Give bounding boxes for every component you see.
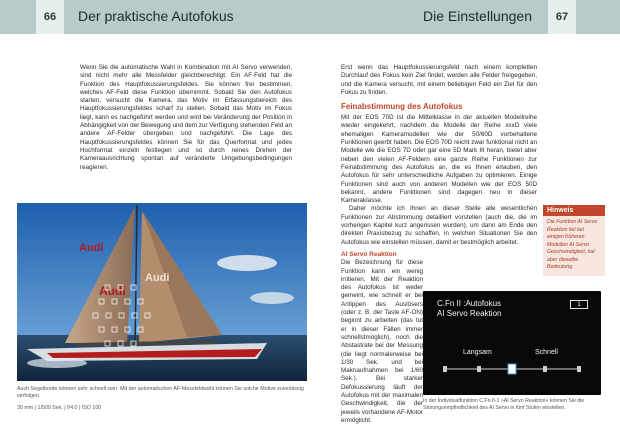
right-paragraph-1: Mit der EOS 70D ist die Mittelklasse in der aktuellen Modellreihe wieder eingekehrt, nachdem die Modelle der Reihe xxxD viele ehemaligen Kameramodellen wie der 50/60D vorbehaltene Funktionen geerbt haben. Die EOS 70D reicht zwar funktional nicht an Modelle wie die EOS 7D oder gar eine 5D Mark III heran, bietet aber neben den vielen AF-Feldern eine ganze Reihe Funktionen zur Feinabstimmung des Autofokus an, die es Ihnen erlauben, den Autofokus für sehr unterschiedliche Aufgaben zu optimieren. Einige Funktionen sind auch von anderen Modellen wie der EOS 50D bekannt, andere Funktionen sind dagegen neu in dieser Kameraklasse.	[341, 114, 538, 205]
right-page-title: Die Einstellungen	[423, 8, 532, 24]
sail-logo-text-1: Audi	[79, 242, 104, 254]
sail-logo-text-3: Audi	[145, 272, 170, 284]
scale-tick	[543, 366, 547, 372]
right-paragraph-2: Daher möchte ich Ihnen an dieser Stelle alle wesentlichen Funktionen zur Abstimmung detailliert vorstellen (auch die, die im vorherigen Kapitel kurz angerissen wurden), um dann am Ende den direkten Praxisbezug zu schaffen, in welchen Situationen Sie den Autofokus wie einstellen müssen, damit er bestmöglich arbeitet.	[341, 205, 537, 246]
scale-tick	[443, 366, 447, 372]
slow-label: Langsam	[463, 349, 492, 356]
camera-menu-title-line2: AI Servo Reaktion	[437, 309, 502, 318]
camera-menu-screen	[423, 291, 601, 395]
camera-menu-page-box: 1	[570, 300, 588, 309]
sailboat-illustration	[17, 203, 307, 381]
scale-selected-marker	[508, 364, 516, 374]
left-body-text	[80, 64, 292, 172]
camera-menu-title	[437, 299, 501, 319]
right-page-number: 67	[548, 0, 576, 34]
hint-box	[543, 205, 605, 276]
sub-heading: AI Servo Reaktion	[341, 250, 397, 258]
hint-title: Hinweis	[543, 205, 605, 216]
fast-label: Schnell	[535, 349, 558, 356]
reaction-scale	[441, 363, 583, 375]
sailboat-photo	[17, 203, 307, 381]
left-paragraph: Wenn Sie die automatische Wahl in Kombination mit AI Servo verwenden, sind nicht mehr alle Messfelder gleichberechtigt. Ein AF-Feld hat die Funktion des Hauptfokussierungsfeldes. Sie können frei bestimmen, welches AF-Feld diese Funktion übernimmt. Sobald Sie den Autofokus starten, versucht die Kamera, das Motiv im Erfassungsbereich des Hauptfokussierungsfeldes scharf zu stellen. Sobald das Motiv im Fokus liegt, kann es nachgeführt werden und wird bei Veränderung der Position in Abhängigkeit von der Bewegung und dem zur Verfügung stehenden Feld an andere AF-Felder übergeben und nachgeführt. Die Lage des Hauptfokussierungsfeldes können Sie für das Querformat und jedes Hochformat einzeln festlegen und so durch reines Drehen der Kameraausrichtung spontan auf veränderte Umgebungsbedingungen reagieren.	[80, 64, 292, 171]
hint-text: Die Funktion AI Servo Reaktion fiel bei einigen früheren Modellen AI Servo Geschwindigkeit, hat aber dieselbe Bedeutung.	[543, 216, 605, 276]
photo-exposure-meta: 30 mm | 1/500 Sek. | f/4.0 | ISO 100	[17, 405, 102, 411]
right-paragraph-3: Die Bezeichnung für diese Funktion kann ein wenig irritieren. Mit der Reaktion des Autofokus ist weder gemeint, wie schnell er bei Antippen des Auslösers (oder z. B. der Taste AF-ON) beginnt zu arbeiten (das tut er in dieser Fällen immer schnellstmöglich), noch die Abstastrate bei der Messung (die liegt normalerweise bei 1/30 Sek. und bei Maknaufnahmen bei 1/60 Sek.). Bei starker Defokussierung läuft der Autofokus mit der maximalen Geschwindigkeit, die der jeweils vorhandene AF-Motor ermöglicht.	[341, 259, 423, 424]
sail-logo-text-2: Audi	[99, 284, 126, 298]
scale-tick	[477, 366, 481, 372]
section-heading: Feinabstimmung des Autofokus	[341, 102, 463, 112]
camera-menu-title-line1: C.Fn II :Autofokus	[437, 299, 502, 308]
left-page-title: Der praktische Autofokus	[78, 8, 234, 24]
photo-caption: Auch Segelboote können sehr schnell sein. Mit der automatischen AF-Messfeldwahl können Sie solche Motive zuverlässig verfolgen.	[17, 386, 304, 399]
camera-screen-caption: In der Individualfunktion C.Fn II-1 »AI Servo Reaktion« können Sie die Störungsempfindlichkeit des AI Servo in fünf Stufen einstellen.	[423, 398, 585, 411]
left-page-number: 66	[36, 0, 64, 34]
scale-tick	[577, 366, 581, 372]
right-intro: Erst wenn das Hauptfokussierungsfeld nach einem kompletten Durchlauf des Fokus kein Ziel findet, werden alle Felder freigegeben, und die Kamera versucht, mit einem beliebigen Feld ein Ziel für den Fokus zu finden.	[341, 64, 537, 96]
